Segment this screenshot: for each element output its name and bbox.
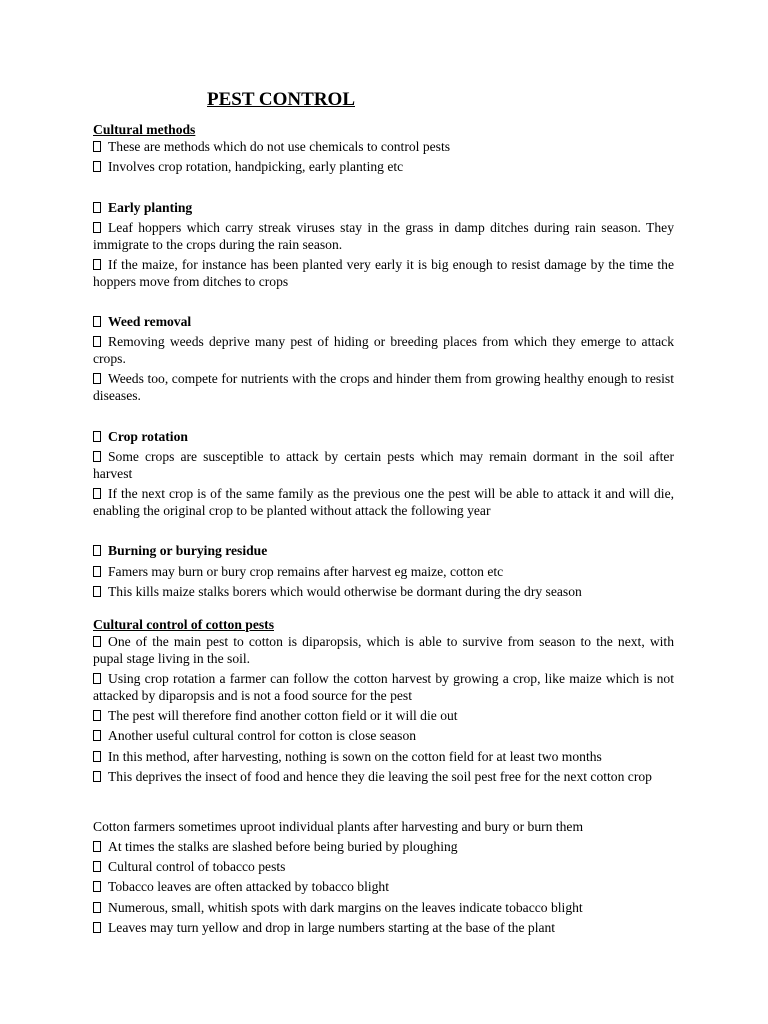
list-item: Leaf hoppers which carry streak viruses stay in the grass in damp ditches during rain season. They immigrate to the crops during the rain season. <box>93 220 674 252</box>
checkbox-bullet-icon <box>93 451 101 462</box>
page-title: PEST CONTROL <box>207 89 355 110</box>
list-item: Involves crop rotation, handpicking, early planting etc <box>93 158 674 175</box>
checkbox-bullet-icon <box>93 336 101 347</box>
list-item: Leaves may turn yellow and drop in large numbers starting at the base of the plant <box>93 919 674 936</box>
checkbox-bullet-icon <box>93 316 101 327</box>
section-cultural-methods <box>93 121 674 138</box>
list-item: These are methods which do not use chemicals to control pests <box>93 138 674 155</box>
checkbox-bullet-icon <box>93 259 101 270</box>
checkbox-bullet-icon <box>93 673 101 684</box>
list-item: If the maize, for instance has been planted very early it is big enough to resist damage by the time the hoppers move from ditches to crops <box>93 257 674 289</box>
checkbox-bullet-icon <box>93 488 101 499</box>
list-item: Weeds too, compete for nutrients with the crops and hinder them from growing healthy enough to resist diseases. <box>93 371 674 403</box>
list-item: This kills maize stalks borers which would otherwise be dormant during the dry season <box>93 583 674 600</box>
section-heading: Cultural control of cotton pests <box>93 617 274 632</box>
checkbox-bullet-icon <box>93 545 101 556</box>
list-item: Removing weeds deprive many pest of hiding or breeding places from which they emerge to attack crops. <box>93 334 674 366</box>
list-item: Tobacco leaves are often attacked by tobacco blight <box>93 878 674 895</box>
list-item: One of the main pest to cotton is diparopsis, which is able to survive from season to the next, with pupal stage living in the soil. <box>93 634 674 666</box>
section-heading: Early planting <box>93 199 674 216</box>
checkbox-bullet-icon <box>93 222 101 233</box>
checkbox-bullet-icon <box>93 566 101 577</box>
section-heading: Burning or burying residue <box>93 542 674 559</box>
list-item: The pest will therefore find another cotton field or it will die out <box>93 707 674 724</box>
checkbox-bullet-icon <box>93 141 101 152</box>
checkbox-bullet-icon <box>93 881 101 892</box>
checkbox-bullet-icon <box>93 373 101 384</box>
list-item: In this method, after harvesting, nothing is sown on the cotton field for at least two months <box>93 748 674 765</box>
section-heading: Weed removal <box>93 313 674 330</box>
list-item: Another useful cultural control for cotton is close season <box>93 727 674 744</box>
list-item: Cultural control of tobacco pests <box>93 858 674 875</box>
closing-paragraph: Cotton farmers sometimes uproot individual plants after harvesting and bury or burn them <box>93 819 584 834</box>
list-item: Using crop rotation a farmer can follow the cotton harvest by growing a crop, like maize which is not attacked by diparopsis and is not a food source for the pest <box>93 671 674 703</box>
checkbox-bullet-icon <box>93 841 101 852</box>
checkbox-bullet-icon <box>93 202 101 213</box>
checkbox-bullet-icon <box>93 161 101 172</box>
checkbox-bullet-icon <box>93 586 101 597</box>
checkbox-bullet-icon <box>93 431 101 442</box>
section-heading: Crop rotation <box>93 428 674 445</box>
checkbox-bullet-icon <box>93 861 101 872</box>
checkbox-bullet-icon <box>93 710 101 721</box>
checkbox-bullet-icon <box>93 751 101 762</box>
section-heading: Cultural methods <box>93 122 196 137</box>
list-item: At times the stalks are slashed before being buried by ploughing <box>93 838 674 855</box>
checkbox-bullet-icon <box>93 922 101 933</box>
checkbox-bullet-icon <box>93 902 101 913</box>
list-item: Famers may burn or bury crop remains after harvest eg maize, cotton etc <box>93 563 674 580</box>
list-item: Some crops are susceptible to attack by certain pests which may remain dormant in the soil after harvest <box>93 449 674 481</box>
list-item: This deprives the insect of food and hence they die leaving the soil pest free for the next cotton crop <box>93 768 674 785</box>
checkbox-bullet-icon <box>93 771 101 782</box>
list-item: If the next crop is of the same family as the previous one the pest will be able to attack it and will die, enabling the original crop to be planted without attack the following year <box>93 486 674 518</box>
checkbox-bullet-icon <box>93 636 101 647</box>
checkbox-bullet-icon <box>93 730 101 741</box>
list-item: Numerous, small, whitish spots with dark margins on the leaves indicate tobacco blight <box>93 899 674 916</box>
